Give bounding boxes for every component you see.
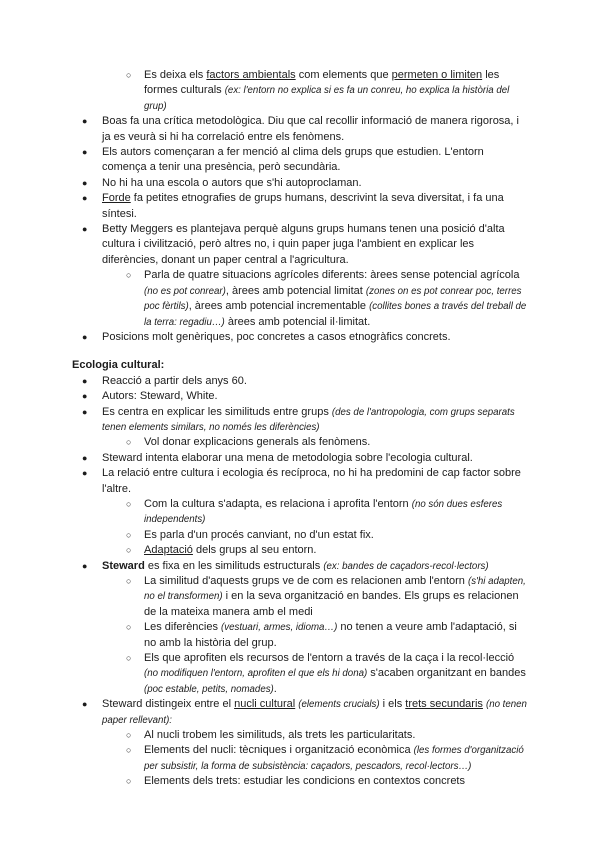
list-item <box>126 543 528 558</box>
text-segment: Steward distingeix entre el <box>102 698 235 711</box>
text-segment: permeten o limiten <box>391 69 483 81</box>
text-segment: (poc estable, petits, nomades) <box>144 683 274 695</box>
filled-bullet-icon: ● <box>82 177 88 188</box>
text-segment: No hi ha una escola o autors que s'hi autoproclaman. <box>102 176 362 189</box>
open-bullet-icon: ○ <box>126 70 132 80</box>
text-segment: (les formes d'organització per subsistir, la forma de subsistència: caçadors, pescadors, recol·lectors…) <box>144 745 524 772</box>
list-item-text <box>144 651 528 697</box>
list-item-text <box>102 114 528 145</box>
list-item <box>126 268 528 330</box>
list-item <box>126 728 528 743</box>
list-item <box>126 620 528 651</box>
list-item-text <box>144 620 528 651</box>
text-segment: (no modifiquen l'entorn, aprofiten el que els hi dona) <box>144 668 368 680</box>
section-heading <box>72 358 528 373</box>
text-segment: Parla de quatre situacions agrícoles diferents: àrees sense potencial agrícola <box>144 269 520 282</box>
list-item-text <box>144 435 528 450</box>
list-item-text <box>144 743 528 774</box>
text-segment: (s'hi adapten, no el transformen) <box>144 576 526 603</box>
open-bullet-icon: ○ <box>126 437 132 448</box>
text-segment: La similitud d'aquests grups ve de com es relacionen amb l'entorn <box>144 575 468 587</box>
list-item-text <box>144 68 528 114</box>
list-item-text <box>144 268 528 330</box>
filled-bullet-icon: ● <box>82 116 88 127</box>
text-segment: Betty Meggers es plantejava perquè alguns grups humans tenen una posició d'alta cultura i civilització, però altres no, i quin paper juga l'ambient en explicar les diferències, donant un paper central a l'agricultura. <box>102 223 505 266</box>
text-segment: Vol donar explicacions generals als fenòmens. <box>144 436 371 449</box>
document-content <box>72 68 528 790</box>
list-item <box>82 222 528 268</box>
list-item <box>82 145 528 176</box>
list-item <box>126 651 528 697</box>
text-segment: s'acaben organitzant en bandes <box>367 667 526 680</box>
list-item-text <box>102 466 528 497</box>
list-item-text <box>102 330 528 345</box>
text-segment: dels grups al seu entorn. <box>192 544 317 557</box>
text-segment: , àrees amb potencial incrementable <box>188 300 370 313</box>
list-item <box>82 330 528 345</box>
text-segment: Steward <box>102 559 145 572</box>
open-bullet-icon: ○ <box>126 270 132 281</box>
list-item-text <box>144 774 528 789</box>
list-item <box>82 451 528 466</box>
list-item-text <box>102 145 528 176</box>
filled-bullet-icon: ● <box>82 147 88 158</box>
open-bullet-icon: ○ <box>126 498 132 509</box>
list-item <box>82 697 528 728</box>
text-segment: es fixa en les similituds estructurals <box>144 559 324 572</box>
text-segment: (des de l'antropologia, com grups separats tenen elements similars, no només les diferències) <box>102 406 515 433</box>
text-segment: Autors: Steward, White. <box>102 390 218 403</box>
list-item-text <box>102 374 528 389</box>
text-segment: i els <box>379 698 406 711</box>
open-bullet-icon: ○ <box>126 576 132 586</box>
text-segment: . <box>273 682 277 695</box>
list-item-text <box>102 176 528 191</box>
filled-bullet-icon: ● <box>82 224 88 235</box>
list-item-text <box>102 389 528 404</box>
text-segment: Posicions molt genèriques, poc concretes a casos etnogràfics concrets. <box>102 330 451 343</box>
text-segment: àrees amb potencial il·limitat. <box>224 315 371 328</box>
text-segment: (elements crucials) <box>298 699 380 711</box>
list-item-text <box>102 559 528 574</box>
text-segment: Els que aprofiten els recursos de l'entorn a través de la caça i la recol·lecció <box>144 652 515 665</box>
text-segment: Boas fa una crítica metodològica. Diu que cal recollir informació de manera rigorosa, i ja es veurà si hi ha correlació entre els fenòmens. <box>102 115 519 143</box>
list-item <box>82 389 528 404</box>
list-item <box>82 559 528 574</box>
text-segment: Es parla d'un procés canviant, no d'un estat fix. <box>144 528 374 541</box>
list-item-text <box>102 451 528 466</box>
text-segment: nucli cultural <box>234 698 296 711</box>
text-segment: Reacció a partir dels anys 60. <box>102 374 247 387</box>
text-segment: Es deixa els <box>144 69 207 81</box>
text-segment: Steward intenta elaborar una mena de metodologia sobre l'ecologia cultural. <box>102 451 473 464</box>
list-item-text <box>144 728 528 743</box>
filled-bullet-icon: ● <box>82 468 88 479</box>
text-segment: no tenen a veure amb l'adaptació, si no amb la història del grup. <box>144 621 517 649</box>
open-bullet-icon: ○ <box>126 529 132 540</box>
text-segment: Elements dels trets: estudiar les condicions en contextos concrets <box>144 775 465 788</box>
text-segment: Adaptació <box>144 544 193 557</box>
list-item-text <box>102 697 528 728</box>
text-segment: (no tenen paper rellevant): <box>102 699 527 726</box>
list-item <box>82 374 528 389</box>
list-item <box>82 191 528 222</box>
filled-bullet-icon: ● <box>82 193 88 204</box>
list-item-text <box>144 528 528 543</box>
list-item <box>126 435 528 450</box>
text-segment: (no es pot conrear) <box>144 285 226 297</box>
text-segment: Com la cultura s'adapta, es relaciona i aprofita l'entorn <box>144 497 412 510</box>
text-segment: Al nucli trobem les similituds, als trets les particularitats. <box>144 729 416 742</box>
list-item <box>126 774 528 789</box>
text-segment: les formes culturals <box>144 69 500 97</box>
list-item <box>126 743 528 774</box>
text-segment: (vestuari, armes, idioma…) <box>221 622 338 634</box>
list-item <box>82 405 528 436</box>
text-segment: (ex: bandes de caçadors-recol·lectors) <box>323 560 489 572</box>
text-segment: Els autors començaran a fer menció al clima dels grups que estudien. L'entorn comença a tenir una presència, però secundària. <box>102 146 484 174</box>
text-segment: fa petites etnografies de grups humans, descrivint la seva diversitat, i fa una síntesi. <box>102 192 504 220</box>
open-bullet-icon: ○ <box>126 745 132 756</box>
list-item-text <box>144 543 528 558</box>
open-bullet-icon: ○ <box>126 653 132 664</box>
text-segment: Es centra en explicar les similituds entre grups <box>102 405 332 418</box>
list-item <box>126 68 528 114</box>
filled-bullet-icon: ● <box>82 331 88 342</box>
list-item-text <box>144 574 528 620</box>
filled-bullet-icon: ● <box>82 699 88 710</box>
list-item <box>126 574 528 620</box>
filled-bullet-icon: ● <box>82 560 88 571</box>
text-segment: (ex: l'entorn no explica si es fa un conreu, ho explica la història del grup) <box>144 85 510 112</box>
text-segment: , àrees amb potencial limitat <box>225 284 366 297</box>
list-item <box>82 466 528 497</box>
list-item <box>126 528 528 543</box>
list-item <box>126 497 528 528</box>
text-segment: Les diferències <box>144 621 222 634</box>
text-segment: factors ambientals <box>206 69 296 81</box>
text-segment: Ecologia cultural: <box>72 359 165 372</box>
list-item-text <box>102 405 528 436</box>
text-segment: (zones on es pot conrear poc, terres poc fèrtils) <box>144 285 522 313</box>
filled-bullet-icon: ● <box>82 406 88 417</box>
list-item <box>82 176 528 191</box>
list-item <box>82 114 528 145</box>
text-segment: i en la seva organització en bandes. Els grups es relacionen de la mateixa manera amb el medi <box>144 590 519 618</box>
open-bullet-icon: ○ <box>126 622 132 633</box>
list-item-text <box>144 497 528 528</box>
text-segment: Forde <box>102 192 131 205</box>
open-bullet-icon: ○ <box>126 730 132 741</box>
filled-bullet-icon: ● <box>82 452 88 463</box>
text-segment: (collites bones a través del treball de la terra: regadiu…) <box>144 301 527 328</box>
open-bullet-icon: ○ <box>126 776 132 787</box>
text-segment: trets secundaris <box>405 698 483 711</box>
text-segment: Elements del nucli: tècniques i organització econòmica <box>144 744 414 757</box>
filled-bullet-icon: ● <box>82 391 88 402</box>
text-segment: La relació entre cultura i ecologia és recíproca, no hi ha predomini de cap factor sobre l'altre. <box>102 467 521 495</box>
list-item-text <box>102 222 528 268</box>
text-segment: com elements que <box>295 69 392 81</box>
text-segment: (no són dues esferes independents) <box>144 498 503 526</box>
list-item-text <box>102 191 528 222</box>
filled-bullet-icon: ● <box>82 375 88 386</box>
open-bullet-icon: ○ <box>126 545 132 556</box>
